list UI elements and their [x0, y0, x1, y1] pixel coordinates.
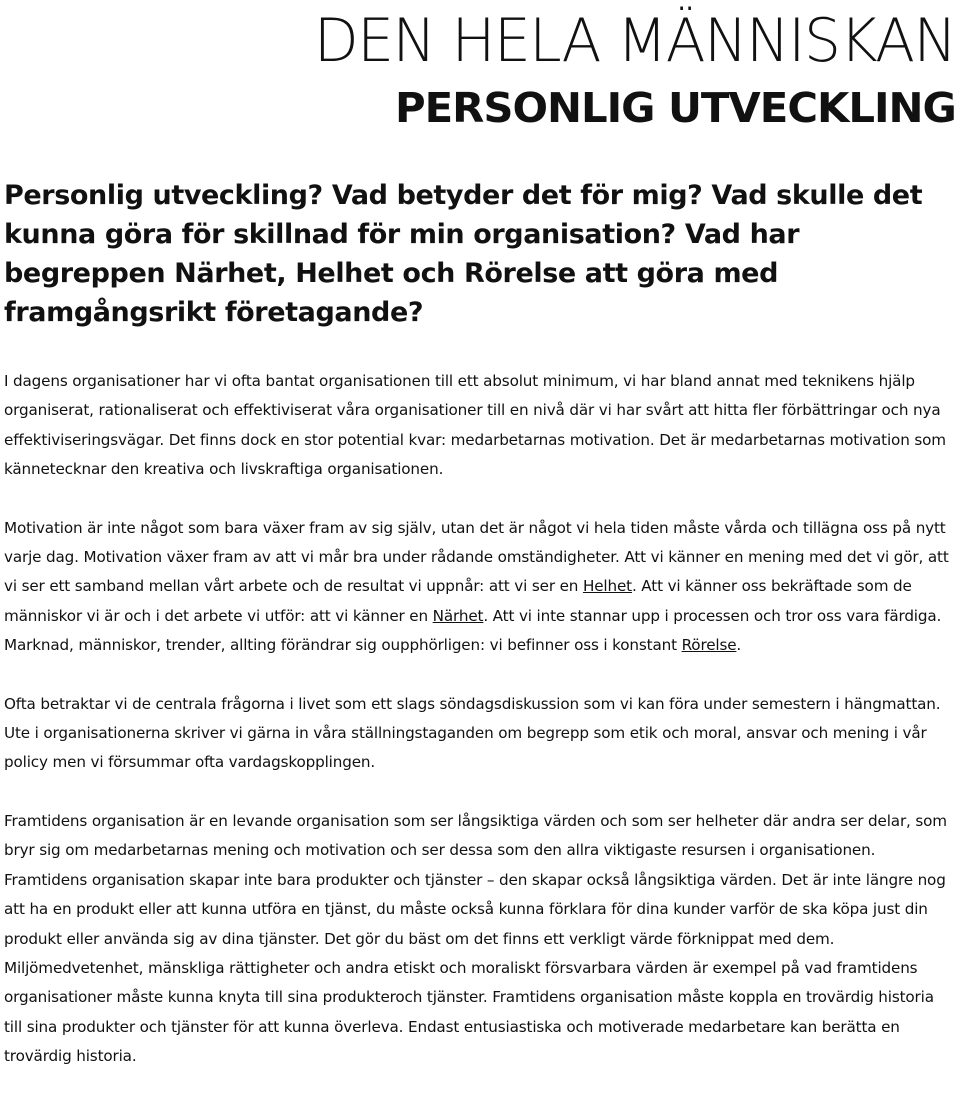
paragraph-future-organisation: Framtidens organisation är en levande organisation som ser långsiktiga värden och som ser helheter där andra ser delar, som bryr sig om medarbetarnas mening och motivation och ser dessa som den allra viktigaste resursen i organisationen. Framtidens organisation skapar inte bara produkter och tjänster – den skapar också långsiktiga värden. Det är inte längre nog att ha en produkt eller att kunna utföra en tjänst, du måste också kunna förklara för dina kunder varför de ska köpa just din produkt eller använda sig av dina tjänster. Det gör du bäst om det finns ett verkligt värde förknippat med dem. Miljömedvetenhet, mänskliga rättigheter och andra etiskt och moraliskt försvarbara värden är exempel på vad framtidens organisationer måste kunna knyta till sina produkteroch tjänster. Framtidens organisation måste koppla en trovärdig historia till sina produkter och tjänster för att kunna överleva. Endast entusiastiska och motiverade medarbetare kan berätta en trovärdig historia.	[4, 811, 947, 1066]
keyword-helhet: Helhet	[582, 577, 632, 596]
paragraph-motivation-text-3: . Att vi inte stannar upp i processen och tror oss vara färdiga. Marknad, människor, trender, allting förändrar sig oupphörligen: vi befinner oss i konstant	[4, 606, 942, 655]
paragraph-intro: I dagens organisationer har vi ofta bantat organisationen till ett absolut minimum, vi har bland annat med teknikens hjälp organiserat, rationaliserat och effektiviserat våra organisationer till en nivå där vi har svårt att hitta fler förbättringar och nya effektiviseringsvägar. Det finns dock en stor potential kvar: medarbetarnas motivation. Det är medarbetarnas motivation som kännetecknar den kreativa och livskraftiga organisationen.	[4, 372, 946, 479]
document-title: DEN HELA MÄNNISKAN	[314, 6, 956, 76]
body-text	[4, 367, 956, 1101]
paragraph-motivation-text-4: .	[736, 636, 742, 655]
keyword-narhet: Närhet	[432, 606, 484, 625]
paragraph-motivation-text-1: Motivation är inte något som bara växer fram av sig själv, utan det är något vi hela tiden måste vårda och tillägna oss på nytt varje dag. Motivation växer fram av att vi mår bra under rådande omständigheter. Att vi känner en mening med det vi gör, att vi ser ett samband mellan vårt arbete och de resultat vi uppnår: att vi ser en	[4, 518, 949, 596]
paragraph-motivation	[4, 514, 956, 661]
lead-paragraph: Personlig utveckling? Vad betyder det för mig? Vad skulle det kunna göra för skillnad för min organisation? Vad har begreppen Närhet, Helhet och Rörelse att göra med framgångsrikt företagande?	[4, 180, 923, 328]
paragraph-values: Ofta betraktar vi de centrala frågorna i livet som ett slags söndagsdiskussion som vi kan föra under semestern i hängmattan. Ute i organisationerna skriver vi gärna in våra ställningstaganden om begrepp som etik och moral, ansvar och mening i vår policy men vi försummar ofta vardagskopplingen.	[4, 694, 941, 772]
paragraph-motivation-text-2: . Att vi känner oss bekräftade som de människor vi är och i det arbete vi utför: att vi känner en	[4, 577, 912, 625]
document-subtitle: PERSONLIG UTVECKLING	[395, 84, 956, 132]
keyword-rorelse: Rörelse	[681, 636, 737, 655]
